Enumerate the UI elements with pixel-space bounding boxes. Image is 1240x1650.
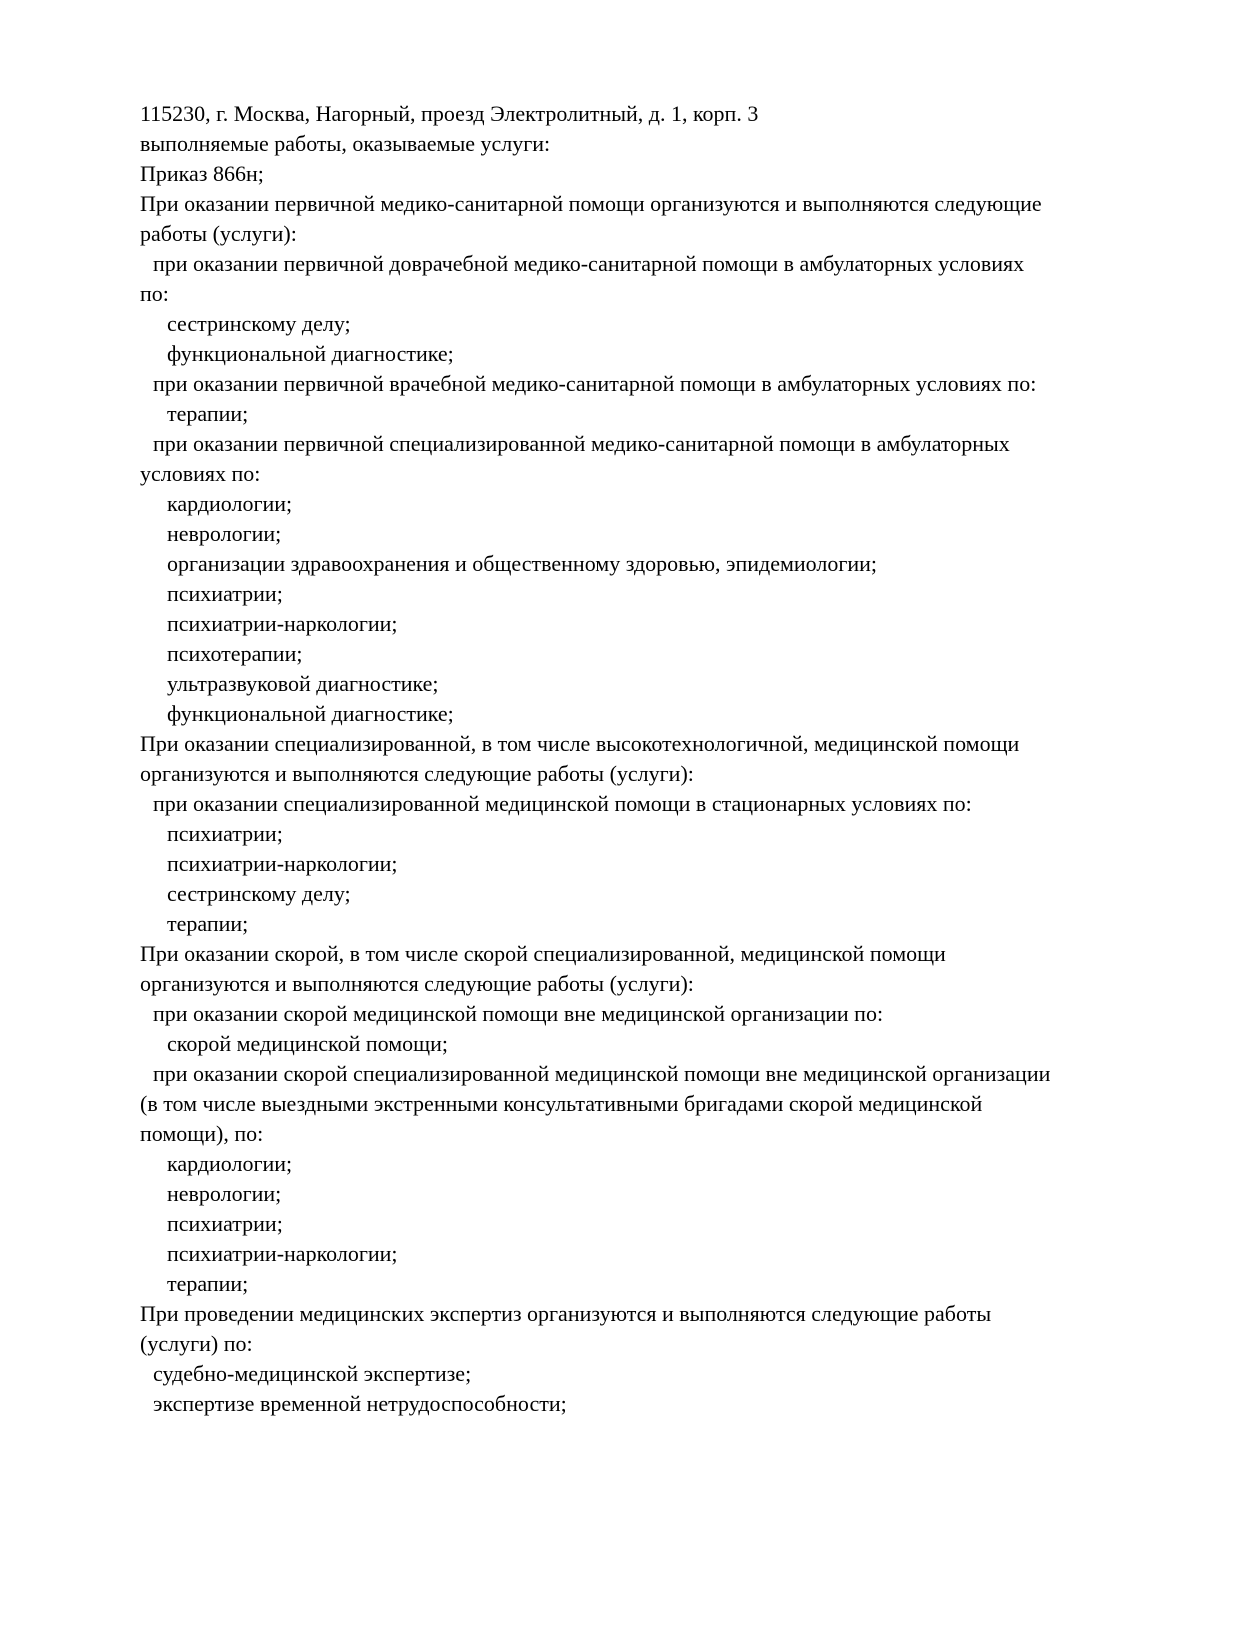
text-line: психиатрии; bbox=[167, 1211, 283, 1236]
text-line: терапии; bbox=[167, 911, 249, 936]
text-line: (услуги) по: bbox=[140, 1331, 253, 1356]
text-line: условиях по: bbox=[140, 461, 261, 486]
text-line: психиатрии; bbox=[167, 821, 283, 846]
text-line: при оказании первичной специализированной медико-санитарной помощи в амбулаторных bbox=[153, 431, 1010, 456]
text-line: При оказании специализированной, в том числе высокотехнологичной, медицинской помощи bbox=[140, 731, 1020, 756]
text-line: кардиологии; bbox=[167, 491, 293, 516]
text-line: сестринскому делу; bbox=[167, 311, 351, 336]
text-line: психиатрии-наркологии; bbox=[167, 611, 398, 636]
text-line: При проведении медицинских экспертиз организуются и выполняются следующие работы bbox=[140, 1301, 992, 1326]
text-line: функциональной диагностике; bbox=[167, 341, 454, 366]
text-line: 115230, г. Москва, Нагорный, проезд Электролитный, д. 1, корп. 3 bbox=[140, 101, 759, 126]
text-line: кардиологии; bbox=[167, 1151, 293, 1176]
text-line: психотерапии; bbox=[167, 641, 303, 666]
document-text bbox=[140, 99, 1150, 1419]
text-line: выполняемые работы, оказываемые услуги: bbox=[140, 131, 551, 156]
text-line: помощи), по: bbox=[140, 1121, 264, 1146]
text-line: неврологии; bbox=[167, 1181, 282, 1206]
text-line: терапии; bbox=[167, 401, 249, 426]
text-line: при оказании скорой специализированной медицинской помощи вне медицинской организации bbox=[153, 1061, 1051, 1086]
text-line: по: bbox=[140, 281, 169, 306]
text-line: психиатрии-наркологии; bbox=[167, 851, 398, 876]
text-line: психиатрии-наркологии; bbox=[167, 1241, 398, 1266]
text-line: организуются и выполняются следующие работы (услуги): bbox=[140, 761, 694, 786]
text-line: психиатрии; bbox=[167, 581, 283, 606]
text-line: сестринскому делу; bbox=[167, 881, 351, 906]
text-line: При оказании первичной медико-санитарной помощи организуются и выполняются следующие bbox=[140, 191, 1042, 216]
text-line: терапии; bbox=[167, 1271, 249, 1296]
text-line: работы (услуги): bbox=[140, 221, 297, 246]
text-line: скорой медицинской помощи; bbox=[167, 1031, 449, 1056]
text-line: функциональной диагностике; bbox=[167, 701, 454, 726]
text-line: При оказании скорой, в том числе скорой специализированной, медицинской помощи bbox=[140, 941, 946, 966]
text-line: судебно-медицинской экспертизе; bbox=[153, 1361, 472, 1386]
text-line: при оказании скорой медицинской помощи вне медицинской организации по: bbox=[153, 1001, 884, 1026]
text-line: организации здравоохранения и общественному здоровью, эпидемиологии; bbox=[167, 551, 878, 576]
text-line: ультразвуковой диагностике; bbox=[167, 671, 439, 696]
text-line: при оказании специализированной медицинской помощи в стационарных условиях по: bbox=[153, 791, 972, 816]
text-line: Приказ 866н; bbox=[140, 161, 264, 186]
text-line: при оказании первичной доврачебной медико-санитарной помощи в амбулаторных условиях bbox=[153, 251, 1025, 276]
text-line: (в том числе выездными экстренными консультативными бригадами скорой медицинской bbox=[140, 1091, 983, 1116]
text-line: неврологии; bbox=[167, 521, 282, 546]
text-line: при оказании первичной врачебной медико-санитарной помощи в амбулаторных условиях по: bbox=[153, 371, 1037, 396]
text-line: экспертизе временной нетрудоспособности; bbox=[153, 1391, 567, 1416]
text-line: организуются и выполняются следующие работы (услуги): bbox=[140, 971, 694, 996]
